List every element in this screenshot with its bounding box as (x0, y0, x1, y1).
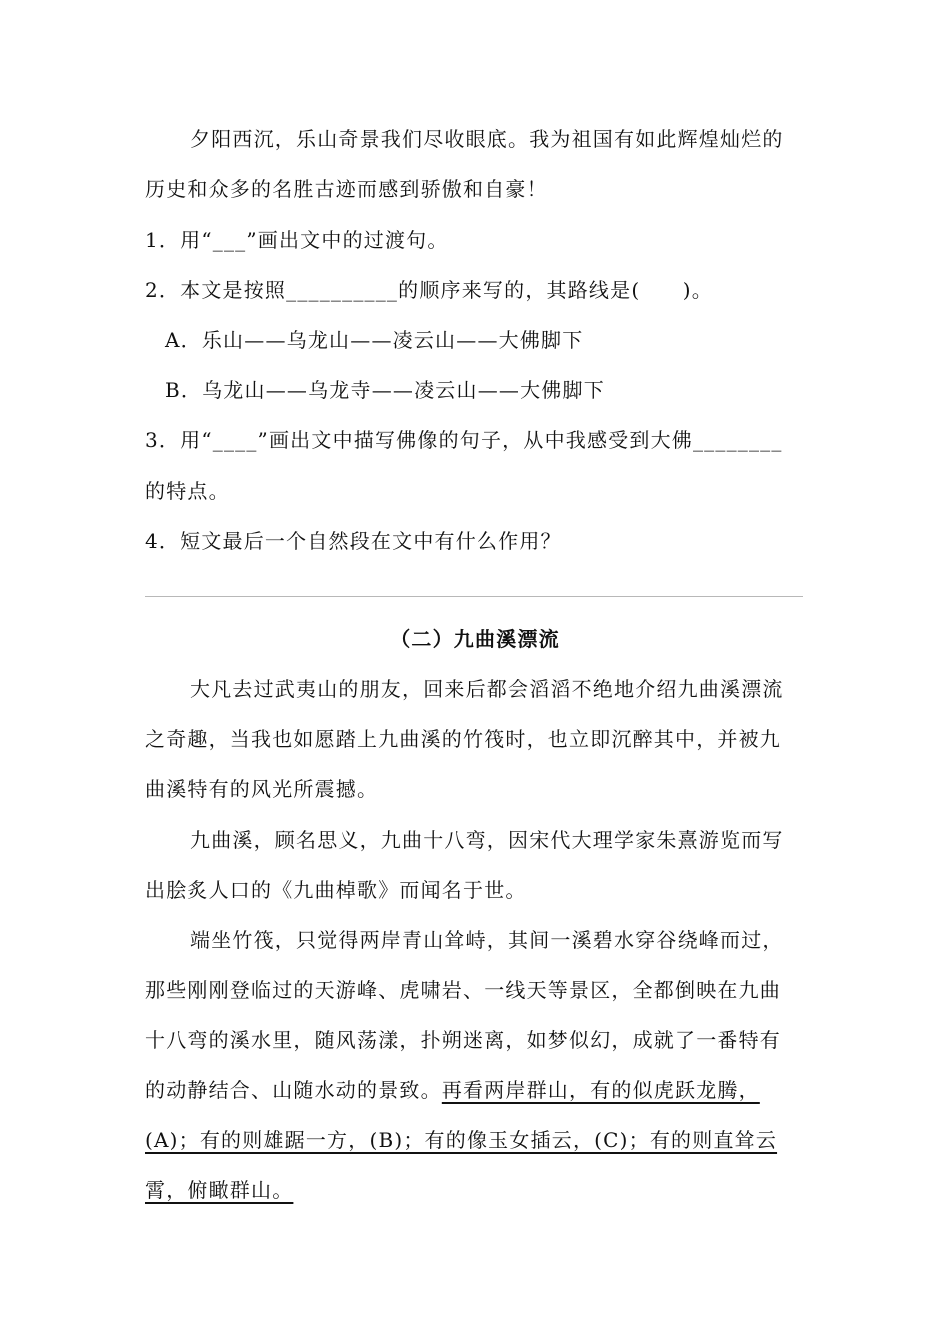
paragraph-1-line-3: 曲溪特有的风光所震撼。 (145, 777, 379, 801)
paragraph-3-line-1: 端坐竹筏，只觉得两岸青山耸峙，其间一溪碧水穿谷绕峰而过， (190, 928, 784, 952)
paragraph-1-line-1: 大凡去过武夷山的朋友，回来后都会滔滔不绝地介绍九曲溪漂流 (190, 677, 784, 701)
question-4: 4．短文最后一个自然段在文中有什么作用？ (145, 529, 562, 553)
closing-paragraph-line-1: 夕阳西沉，乐山奇景我们尽收眼底。我为祖国有如此辉煌灿烂的 (190, 127, 784, 151)
paragraph-1-line-2: 之奇趣，当我也如愿踏上九曲溪的竹筏时，也立即沉醉其中，并被九 (145, 727, 781, 751)
paragraph-3-line-3: 十八弯的溪水里，随风荡漾，扑朔迷离，如梦似幻，成就了一番特有 (145, 1028, 781, 1052)
closing-paragraph-line-2: 历史和众多的名胜古迹而感到骄傲和自豪！ (145, 177, 548, 201)
question-3-line-1: 3．用“____”画出文中描写佛像的句子，从中我感受到大佛________ (145, 428, 783, 452)
section-divider (145, 596, 803, 597)
paragraph-3-line-4-plain: 的动静结合、山随水动的景致。 (145, 1078, 442, 1102)
paragraph-2-line-2: 出脍炙人口的《九曲棹歌》而闻名于世。 (145, 878, 527, 902)
underlined-sentence-start: 再看两岸群山，有的似虎跃龙腾， (441, 1078, 760, 1102)
question-1: 1．用“___”画出文中的过渡句。 (145, 228, 449, 252)
section-title: （二）九曲溪漂流 (390, 627, 560, 651)
paragraph-2-line-1: 九曲溪，顾名思义，九曲十八弯，因宋代大理学家朱熹游览而写 (190, 828, 784, 852)
question-2-option-b: B．乌龙山——乌龙寺——凌云山——大佛脚下 (165, 378, 605, 402)
underlined-sentence-middle: (A)；有的则雄踞一方，(B)；有的像玉女插云，(C)；有的则直耸云 (145, 1128, 778, 1152)
underlined-sentence-end: 霄，俯瞰群山。 (145, 1178, 294, 1202)
question-2-option-a: A．乐山——乌龙山——凌云山——大佛脚下 (165, 328, 584, 352)
question-3-line-2: 的特点。 (145, 479, 230, 503)
paragraph-3-line-4 (145, 1075, 760, 1105)
paragraph-3-line-2: 那些刚刚登临过的天游峰、虎啸岩、一线天等景区，全都倒映在九曲 (145, 978, 781, 1002)
question-2: 2．本文是按照__________的顺序来写的，其路线是( )。 (145, 278, 713, 302)
